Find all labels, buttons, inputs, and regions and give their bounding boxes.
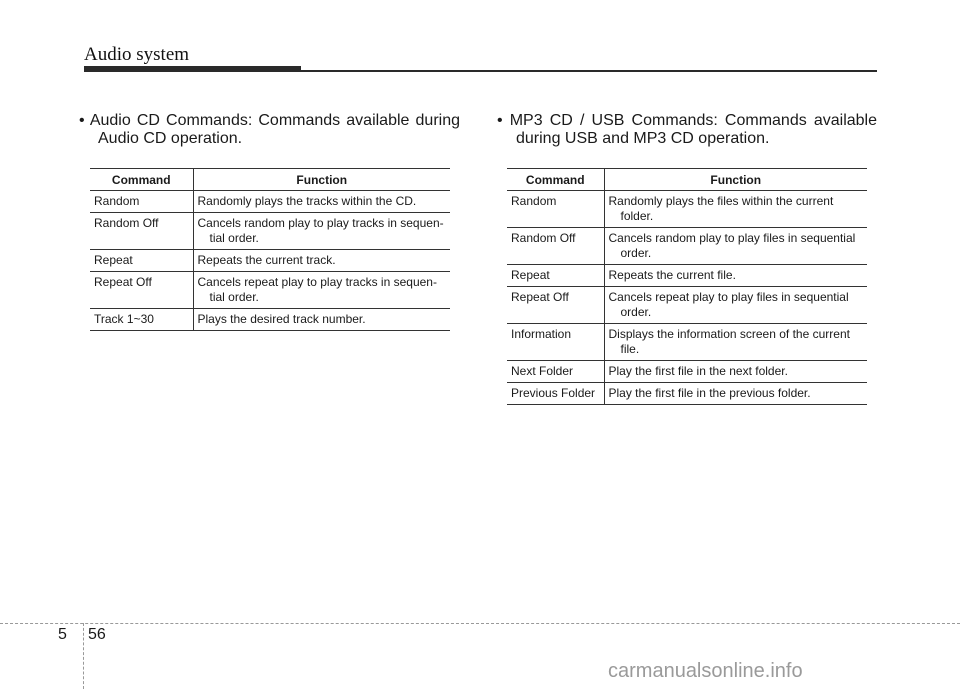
table-row (507, 361, 867, 383)
footer-divider (83, 623, 84, 689)
function-cell (193, 309, 450, 331)
command-cell: Random (90, 191, 193, 213)
command-cell: Repeat Off (90, 272, 193, 309)
page-title: Audio system (84, 44, 190, 65)
function-text-line: order. (620, 305, 652, 319)
table-row (507, 324, 867, 361)
function-column-header: Function (604, 169, 867, 191)
function-cell (604, 383, 867, 405)
function-cell (193, 272, 450, 309)
function-text-line: Plays the desired track number. (197, 312, 366, 326)
section-number: 5 (58, 626, 67, 643)
mp3-usb-intro (497, 112, 877, 148)
function-cell (604, 287, 867, 324)
command-column-header: Command (90, 169, 193, 191)
command-column-header: Command (507, 169, 604, 191)
function-text-line: Randomly plays the tracks within the CD. (197, 194, 417, 208)
function-cell (604, 191, 867, 228)
command-cell: Repeat (507, 265, 604, 287)
mp3-usb-command-table (507, 168, 867, 405)
function-text-line: Play the first file in the next folder. (608, 364, 788, 378)
audio-cd-intro-line1: • Audio CD Commands: Commands available during (79, 112, 460, 129)
function-text-line: Cancels repeat play to play files in sequential (608, 290, 849, 304)
table-row (90, 191, 450, 213)
page-number: 56 (88, 626, 106, 643)
table-row (507, 265, 867, 287)
mp3-usb-intro-line1: • MP3 CD / USB Commands: Commands available (497, 112, 877, 129)
table-header-row (90, 169, 450, 191)
function-column-header: Function (193, 169, 450, 191)
function-cell (193, 250, 450, 272)
command-cell: Repeat (90, 250, 193, 272)
function-text-line: order. (620, 246, 652, 260)
function-text-line: Displays the information screen of the current (608, 327, 850, 341)
table-row (90, 213, 450, 250)
function-text-line: folder. (620, 209, 654, 223)
function-text-line: Randomly plays the files within the current (608, 194, 834, 208)
function-text-line: tial order. (209, 290, 259, 304)
table-row (507, 191, 867, 228)
watermark: carmanualsonline.info (608, 660, 803, 682)
function-cell (604, 265, 867, 287)
table-row (90, 272, 450, 309)
audio-cd-intro-line2: Audio CD operation. (98, 130, 243, 147)
command-cell: Random Off (507, 228, 604, 265)
function-cell (604, 324, 867, 361)
command-cell: Repeat Off (507, 287, 604, 324)
command-cell: Next Folder (507, 361, 604, 383)
function-text-line: Repeats the current file. (608, 268, 736, 282)
audio-cd-intro (79, 112, 460, 148)
function-text-line: tial order. (209, 231, 259, 245)
function-cell (193, 213, 450, 250)
table-row (507, 287, 867, 324)
function-cell (193, 191, 450, 213)
function-text-line: Play the first file in the previous folder. (608, 386, 811, 400)
footer-rule (0, 623, 960, 624)
function-text-line: file. (620, 342, 640, 356)
function-text-line: Cancels repeat play to play tracks in sequen- (197, 275, 437, 289)
function-cell (604, 361, 867, 383)
function-cell (604, 228, 867, 265)
function-text-line: Repeats the current track. (197, 253, 336, 267)
table-row (507, 383, 867, 405)
command-cell: Previous Folder (507, 383, 604, 405)
mp3-usb-intro-line2: during USB and MP3 CD operation. (516, 130, 770, 147)
table-row (507, 228, 867, 265)
table-row (90, 250, 450, 272)
table-row (90, 309, 450, 331)
command-cell: Random (507, 191, 604, 228)
audio-cd-command-table (90, 168, 450, 331)
function-text-line: Cancels random play to play files in sequential (608, 231, 856, 245)
command-cell: Information (507, 324, 604, 361)
command-cell: Track 1~30 (90, 309, 193, 331)
command-cell: Random Off (90, 213, 193, 250)
header-rule (84, 70, 877, 72)
function-text-line: Cancels random play to play tracks in sequen- (197, 216, 444, 230)
table-header-row (507, 169, 867, 191)
